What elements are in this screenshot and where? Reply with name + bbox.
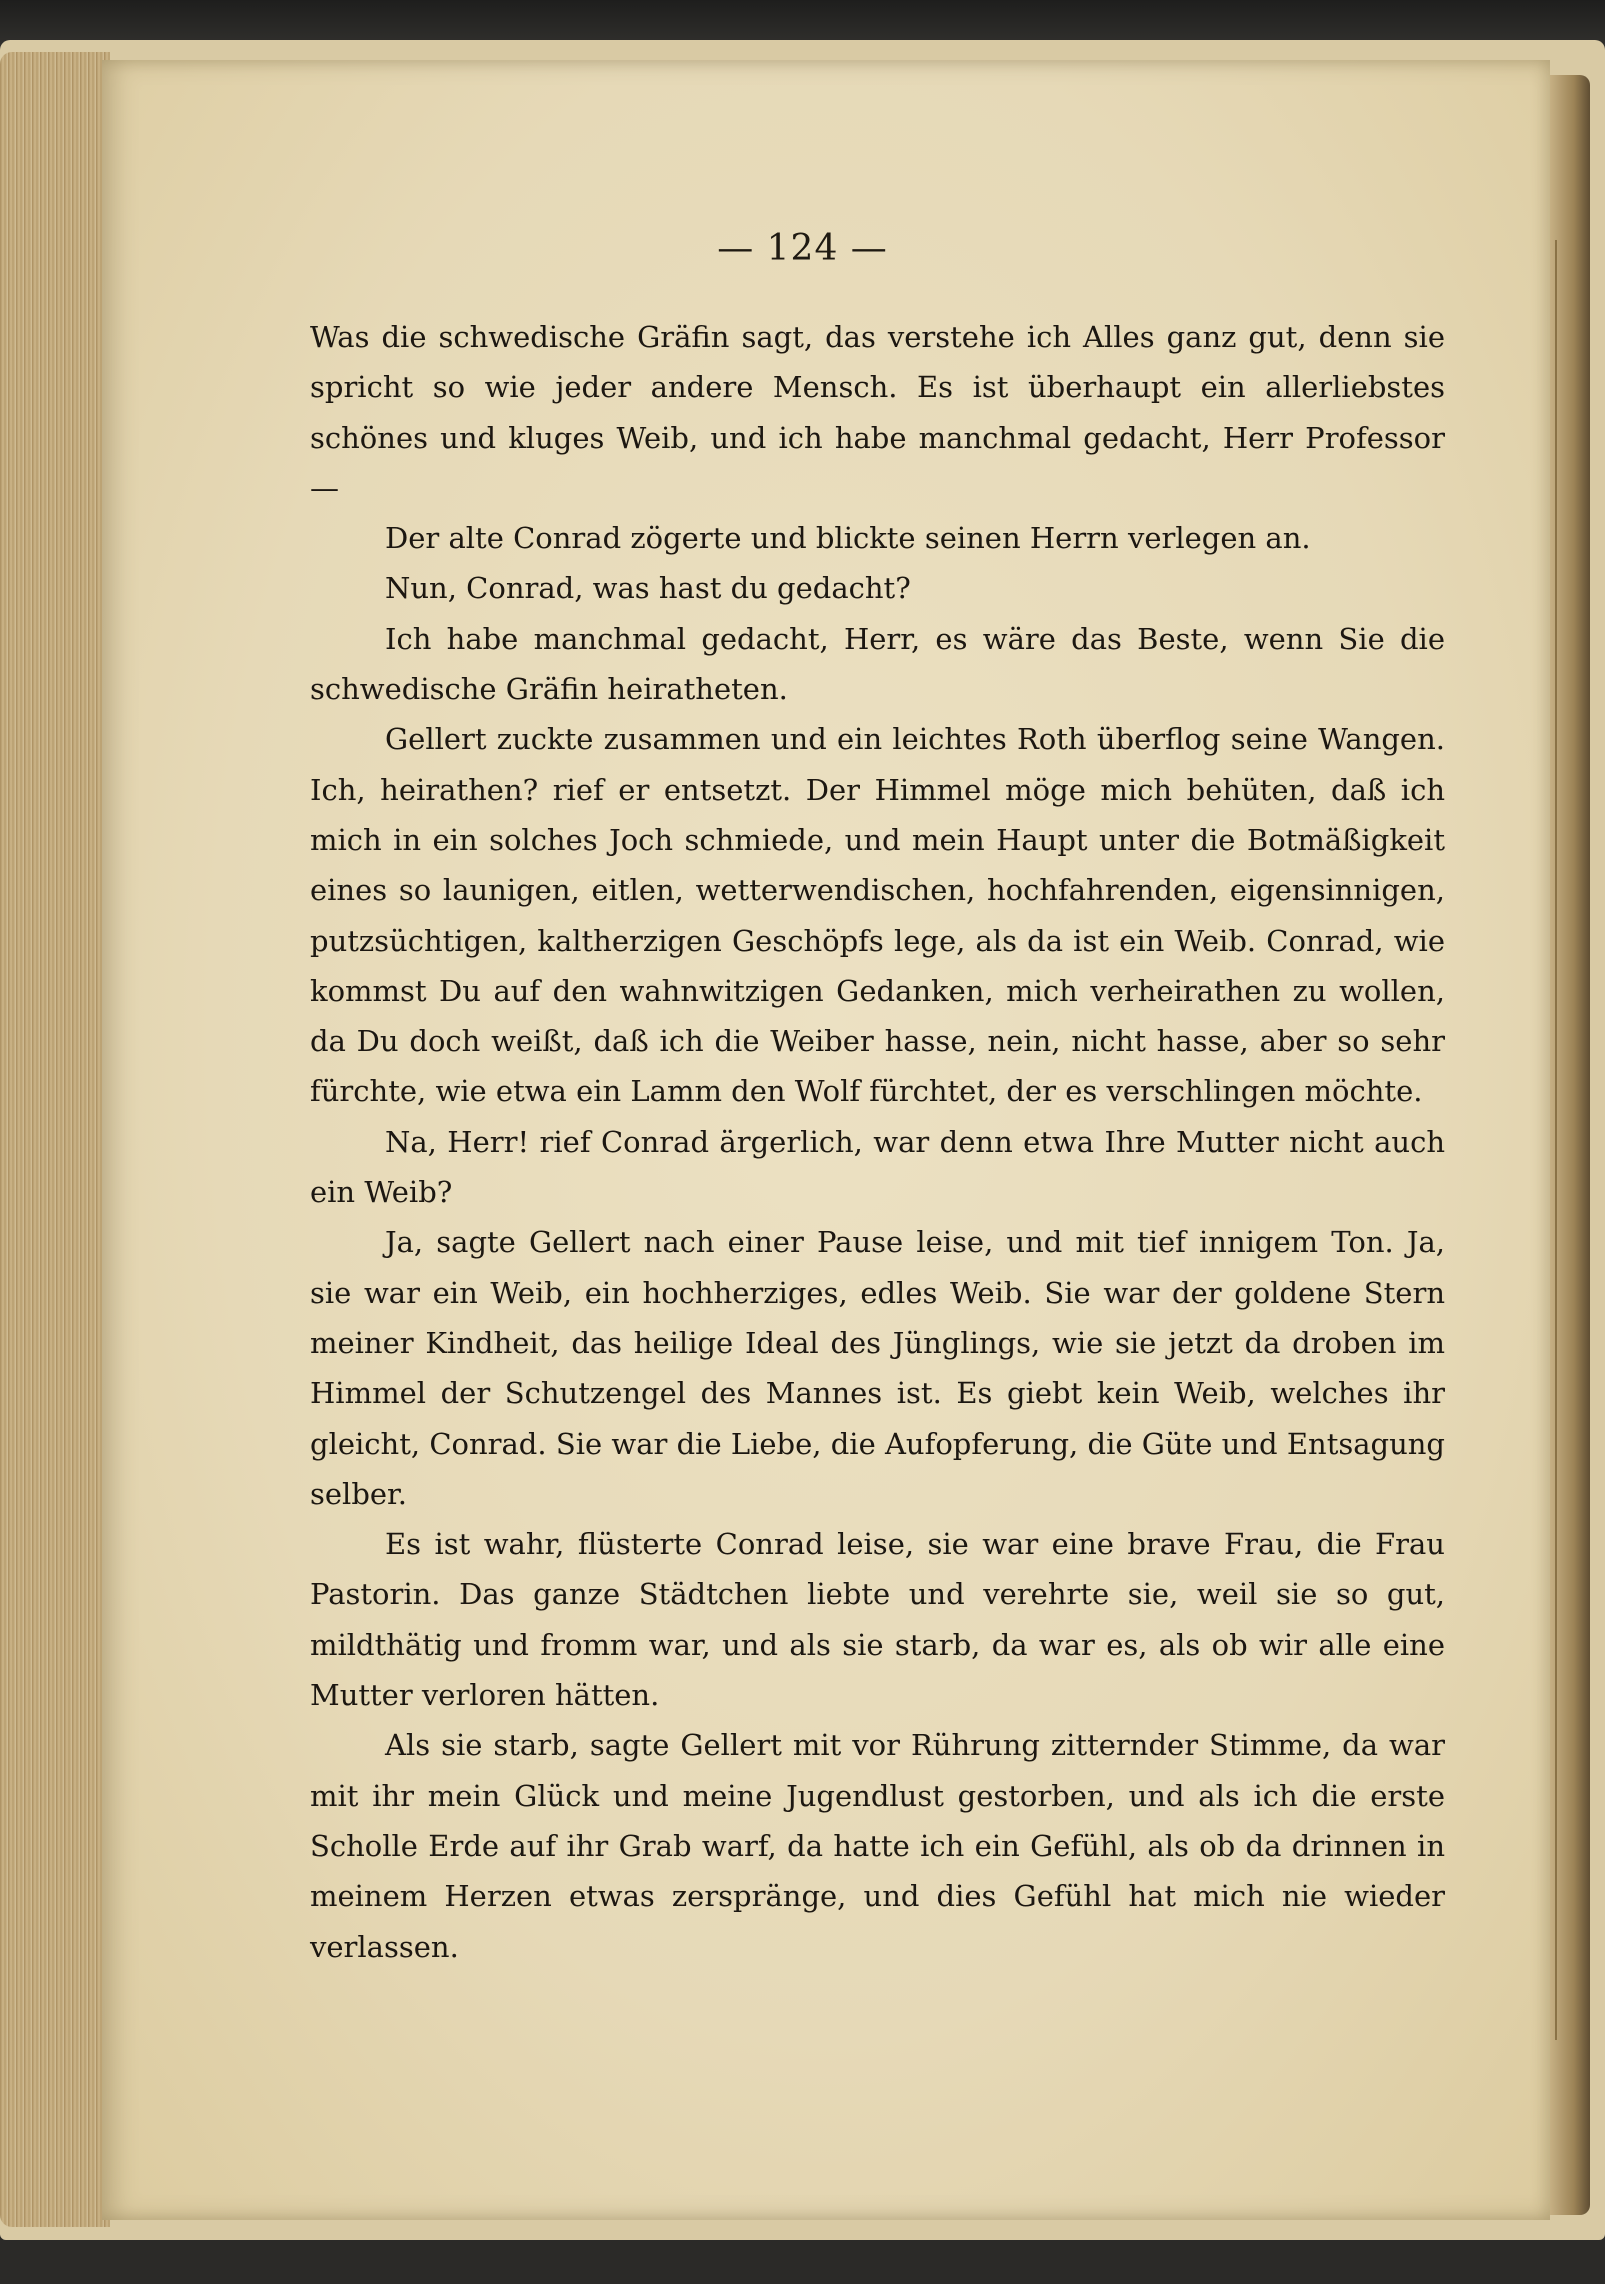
page-edges-left (0, 52, 110, 2227)
body-text (310, 312, 1445, 1972)
paragraph: Ich habe manchmal gedacht, Herr, es wäre das Beste, wenn Sie die schwedische Gräfin heiratheten. (310, 621, 1445, 707)
paragraph: Na, Herr! rief Conrad ärgerlich, war denn etwa Ihre Mutter nicht auch ein Weib? (310, 1124, 1445, 1210)
paragraph: Es ist wahr, flüsterte Conrad leise, sie war eine brave Frau, die Frau Pastorin. Das ganze Städtchen liebte und verehrte sie, weil sie so gut, mildthätig und fromm war, und als sie starb, da war es, als ob wir alle eine Mutter verloren hätten. (310, 1527, 1445, 1713)
paragraph: Gellert zuckte zusammen und ein leichtes Roth überflog seine Wangen. Ich, heirathen? rief er entsetzt. Der Himmel möge mich behüten, daß ich mich in ein solches Joch schmiede, und mein Haupt unter die Botmäßigkeit eines so launigen, eitlen, wetterwendischen, hochfahrenden, eigensinnigen, putzsüchtigen, kaltherzigen Geschöpfs lege, als da ist ein Weib. Conrad, wie kommst Du auf den wahnwitzigen Gedanken, mich verheirathen zu wollen, da Du doch weißt, daß ich die Weiber hasse, nein, nicht hasse, aber so sehr fürchte, wie etwa ein Lamm den Wolf fürchtet, der es verschlingen möchte. (310, 722, 1445, 1109)
paragraph: Was die schwedische Gräfin sagt, das verstehe ich Alles ganz gut, denn sie spricht so wie jeder andere Mensch. Es ist überhaupt ein allerliebstes schönes und kluges Weib, und ich habe manchmal gedacht, Herr Professor — (310, 320, 1445, 505)
paragraph: Der alte Conrad zögerte und blickte seinen Herrn verlegen an. (385, 521, 1311, 556)
page-crease (1555, 240, 1557, 2040)
paragraph: Nun, Conrad, was hast du gedacht? (385, 571, 911, 606)
paragraph: Ja, sagte Gellert nach einer Pause leise, und mit tief innigem Ton. Ja, sie war ein Weib, ein hochherziges, edles Weib. Sie war der goldene Stern meiner Kindheit, das heilige Ideal des Jünglings, wie sie jetzt da droben im Himmel der Schutzengel des Mannes ist. Es giebt kein Weib, welches ihr gleicht, Conrad. Sie war die Liebe, die Aufopferung, die Güte und Entsagung selber. (310, 1225, 1445, 1511)
paragraph: Als sie starb, sagte Gellert mit vor Rührung zitternder Stimme, da war mit ihr mein Glück und meine Jugendlust gestorben, und als ich die erste Scholle Erde auf ihr Grab warf, da hatte ich ein Gefühl, als ob da drinnen in meinem Herzen etwas zerspränge, und dies Gefühl hat mich nie wieder verlassen. (310, 1728, 1445, 1964)
page-number: — 124 — (717, 228, 888, 269)
